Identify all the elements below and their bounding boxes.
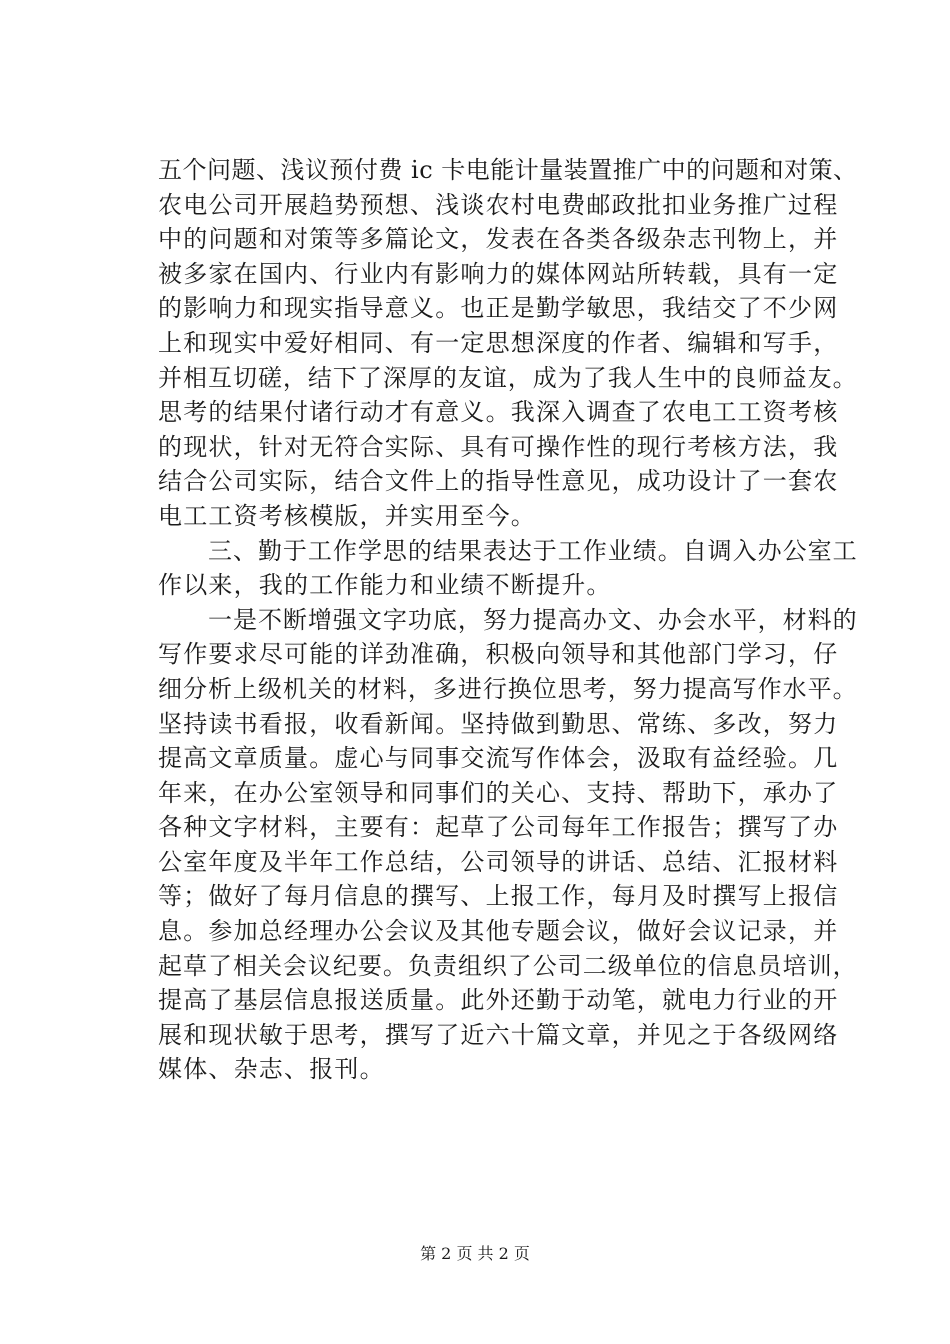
text-line: 媒体、杂志、报刊。 bbox=[158, 1055, 385, 1084]
text-line: 提高文章质量。虚心与同事交流写作体会，汲取有益经验。几 bbox=[158, 744, 839, 773]
text-line: 等；做好了每月信息的撰写、上报工作，每月及时撰写上报信 bbox=[158, 882, 839, 911]
text-line: 三、勤于工作学思的结果表达于工作业绩。自调入办公室工 bbox=[158, 536, 858, 565]
text-line: 细分析上级机关的材料，多进行换位思考，努力提高写作水平。 bbox=[158, 674, 858, 703]
document-body bbox=[158, 153, 858, 1087]
text-line: 起草了相关会议纪要。负责组织了公司二级单位的信息员培训， bbox=[158, 951, 858, 980]
text-line: 农电公司开展趋势预想、浅谈农村电费邮政批扣业务推广过程 bbox=[158, 190, 839, 219]
text-line: 息。参加总经理办公会议及其他专题会议，做好会议记录，并 bbox=[158, 917, 839, 946]
text-line: 中的问题和对策等多篇论文，发表在各类各级杂志刊物上，并 bbox=[158, 225, 839, 254]
text-line: 坚持读书看报，收看新闻。坚持做到勤思、常练、多改，努力 bbox=[158, 709, 839, 738]
text-line: 年来，在办公室领导和同事们的关心、支持、帮助下，承办了 bbox=[158, 778, 839, 807]
text-line: 作以来，我的工作能力和业绩不断提升。 bbox=[158, 571, 612, 600]
text-line: 的现状，针对无符合实际、具有可操作性的现行考核方法，我 bbox=[158, 432, 839, 461]
text-line: 公室年度及半年工作总结，公司领导的讲话、总结、汇报材料 bbox=[158, 847, 839, 876]
text-line: 上和现实中爱好相同、有一定思想深度的作者、编辑和写手， bbox=[158, 328, 839, 357]
text-line: 一是不断增强文字功底，努力提高办文、办会水平，材料的 bbox=[158, 605, 858, 634]
text-line: 电工工资考核模版，并实用至今。 bbox=[158, 501, 536, 530]
text-line: 各种文字材料，主要有：起草了公司每年工作报告；撰写了办 bbox=[158, 813, 839, 842]
text-line: 提高了基层信息报送质量。此外还勤于动笔，就电力行业的开 bbox=[158, 986, 839, 1015]
text-line: 的影响力和现实指导意义。也正是勤学敏思，我结交了不少网 bbox=[158, 294, 839, 323]
text-line: 被多家在国内、行业内有影响力的媒体网站所转载，具有一定 bbox=[158, 259, 839, 288]
text-line: 写作要求尽可能的详劲准确，积极向领导和其他部门学习，仔 bbox=[158, 640, 839, 669]
text-line: 思考的结果付诸行动才有意义。我深入调查了农电工工资考核 bbox=[158, 398, 839, 427]
text-line: 五个问题、浅议预付费 ic 卡电能计量装置推广中的问题和对策、 bbox=[158, 156, 858, 184]
text-line: 并相互切磋，结下了深厚的友谊，成为了我人生中的良师益友。 bbox=[158, 363, 858, 392]
text-line: 结合公司实际，结合文件上的指导性意见，成功设计了一套农 bbox=[158, 467, 839, 496]
text-line: 展和现状敏于思考，撰写了近六十篇文章，并见之于各级网络 bbox=[158, 1020, 839, 1049]
page-footer: 第 2 页 共 2 页 bbox=[420, 1244, 530, 1263]
